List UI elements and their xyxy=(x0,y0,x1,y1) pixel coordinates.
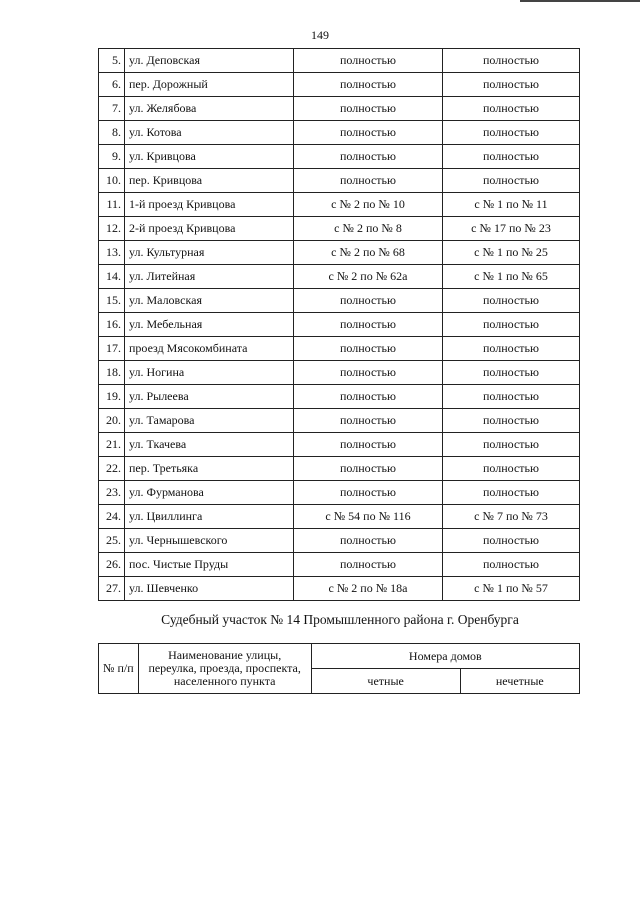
header-row-top xyxy=(99,644,580,669)
odd-houses: полностью xyxy=(443,481,580,505)
table-row xyxy=(99,265,580,289)
street-name: ул. Желябова xyxy=(125,97,294,121)
row-number: 5. xyxy=(99,49,125,73)
street-name: ул. Рылеева xyxy=(125,385,294,409)
odd-houses: полностью xyxy=(443,289,580,313)
table-row xyxy=(99,169,580,193)
even-houses: полностью xyxy=(294,49,443,73)
odd-houses: с № 1 по № 25 xyxy=(443,241,580,265)
table-row xyxy=(99,73,580,97)
row-number: 23. xyxy=(99,481,125,505)
row-number: 8. xyxy=(99,121,125,145)
row-number: 17. xyxy=(99,337,125,361)
row-number: 21. xyxy=(99,433,125,457)
row-number: 27. xyxy=(99,577,125,601)
even-houses: полностью xyxy=(294,457,443,481)
street-name: проезд Мясокомбината xyxy=(125,337,294,361)
table-row xyxy=(99,577,580,601)
street-name: ул. Мебельная xyxy=(125,313,294,337)
even-houses: полностью xyxy=(294,73,443,97)
odd-houses: полностью xyxy=(443,121,580,145)
street-name: ул. Кривцова xyxy=(125,145,294,169)
odd-houses: полностью xyxy=(443,361,580,385)
table-row xyxy=(99,529,580,553)
header-table xyxy=(98,643,580,694)
odd-houses: полностью xyxy=(443,529,580,553)
odd-houses: полностью xyxy=(443,73,580,97)
row-number: 26. xyxy=(99,553,125,577)
header-odd-col: нечетные xyxy=(460,669,579,694)
row-number: 22. xyxy=(99,457,125,481)
row-number: 19. xyxy=(99,385,125,409)
even-houses: с № 2 по № 68 xyxy=(294,241,443,265)
street-name: ул. Литейная xyxy=(125,265,294,289)
row-number: 16. xyxy=(99,313,125,337)
row-number: 6. xyxy=(99,73,125,97)
row-number: 12. xyxy=(99,217,125,241)
section-title: Судебный участок № 14 Промышленного района г. Оренбурга xyxy=(161,612,519,627)
header-houses-col: Номера домов xyxy=(311,644,579,669)
odd-houses: полностью xyxy=(443,337,580,361)
table-row xyxy=(99,337,580,361)
row-number: 11. xyxy=(99,193,125,217)
row-number: 14. xyxy=(99,265,125,289)
table-row xyxy=(99,433,580,457)
odd-houses: полностью xyxy=(443,385,580,409)
row-number: 9. xyxy=(99,145,125,169)
street-name: ул. Тамарова xyxy=(125,409,294,433)
even-houses: полностью xyxy=(294,97,443,121)
street-name: ул. Культурная xyxy=(125,241,294,265)
street-name: 2-й проезд Кривцова xyxy=(125,217,294,241)
odd-houses: полностью xyxy=(443,49,580,73)
even-houses: полностью xyxy=(294,481,443,505)
table-row xyxy=(99,313,580,337)
even-houses: полностью xyxy=(294,289,443,313)
header-name-col: Наименование улицы, переулка, проезда, проспекта, населенного пункта xyxy=(138,644,311,694)
row-number: 15. xyxy=(99,289,125,313)
table-row xyxy=(99,49,580,73)
even-houses: полностью xyxy=(294,385,443,409)
odd-houses: полностью xyxy=(443,145,580,169)
even-houses: полностью xyxy=(294,529,443,553)
table-row xyxy=(99,121,580,145)
odd-houses: полностью xyxy=(443,433,580,457)
table-row xyxy=(99,193,580,217)
even-houses: полностью xyxy=(294,313,443,337)
even-houses: с № 2 по № 8 xyxy=(294,217,443,241)
table-row xyxy=(99,145,580,169)
header-num-col: № п/п xyxy=(99,644,139,694)
table-row xyxy=(99,361,580,385)
odd-houses: с № 1 по № 11 xyxy=(443,193,580,217)
row-number: 10. xyxy=(99,169,125,193)
odd-houses: полностью xyxy=(443,313,580,337)
odd-houses: полностью xyxy=(443,169,580,193)
even-houses: полностью xyxy=(294,553,443,577)
top-edge-line xyxy=(520,0,640,2)
even-houses: полностью xyxy=(294,361,443,385)
header-even-col: четные xyxy=(311,669,460,694)
street-name: 1-й проезд Кривцова xyxy=(125,193,294,217)
table-row xyxy=(99,289,580,313)
even-houses: с № 2 по № 10 xyxy=(294,193,443,217)
street-name: ул. Шевченко xyxy=(125,577,294,601)
streets-table xyxy=(98,48,580,601)
street-name: ул. Деповская xyxy=(125,49,294,73)
street-name: ул. Котова xyxy=(125,121,294,145)
table-row xyxy=(99,385,580,409)
row-number: 13. xyxy=(99,241,125,265)
street-name: ул. Чернышевского xyxy=(125,529,294,553)
page-number: 149 xyxy=(311,28,329,42)
street-name: ул. Цвиллинга xyxy=(125,505,294,529)
table-row xyxy=(99,553,580,577)
odd-houses: полностью xyxy=(443,97,580,121)
odd-houses: с № 1 по № 65 xyxy=(443,265,580,289)
table-row xyxy=(99,97,580,121)
odd-houses: полностью xyxy=(443,553,580,577)
row-number: 20. xyxy=(99,409,125,433)
even-houses: полностью xyxy=(294,121,443,145)
even-houses: полностью xyxy=(294,409,443,433)
odd-houses: с № 7 по № 73 xyxy=(443,505,580,529)
table-row xyxy=(99,457,580,481)
even-houses: с № 2 по № 62а xyxy=(294,265,443,289)
street-name: пер. Третьяка xyxy=(125,457,294,481)
street-name: ул. Ткачева xyxy=(125,433,294,457)
odd-houses: полностью xyxy=(443,457,580,481)
row-number: 7. xyxy=(99,97,125,121)
even-houses: полностью xyxy=(294,433,443,457)
even-houses: полностью xyxy=(294,337,443,361)
street-name: пос. Чистые Пруды xyxy=(125,553,294,577)
table-row xyxy=(99,409,580,433)
even-houses: с № 2 по № 18а xyxy=(294,577,443,601)
street-name: ул. Ногина xyxy=(125,361,294,385)
street-name: пер. Дорожный xyxy=(125,73,294,97)
odd-houses: с № 17 по № 23 xyxy=(443,217,580,241)
row-number: 24. xyxy=(99,505,125,529)
row-number: 18. xyxy=(99,361,125,385)
table-row xyxy=(99,505,580,529)
street-name: ул. Фурманова xyxy=(125,481,294,505)
row-number: 25. xyxy=(99,529,125,553)
table-row xyxy=(99,481,580,505)
street-name: ул. Маловская xyxy=(125,289,294,313)
street-name: пер. Кривцова xyxy=(125,169,294,193)
even-houses: полностью xyxy=(294,169,443,193)
odd-houses: с № 1 по № 57 xyxy=(443,577,580,601)
streets-table-body xyxy=(99,49,580,601)
even-houses: с № 54 по № 116 xyxy=(294,505,443,529)
table-row xyxy=(99,217,580,241)
even-houses: полностью xyxy=(294,145,443,169)
table-row xyxy=(99,241,580,265)
odd-houses: полностью xyxy=(443,409,580,433)
